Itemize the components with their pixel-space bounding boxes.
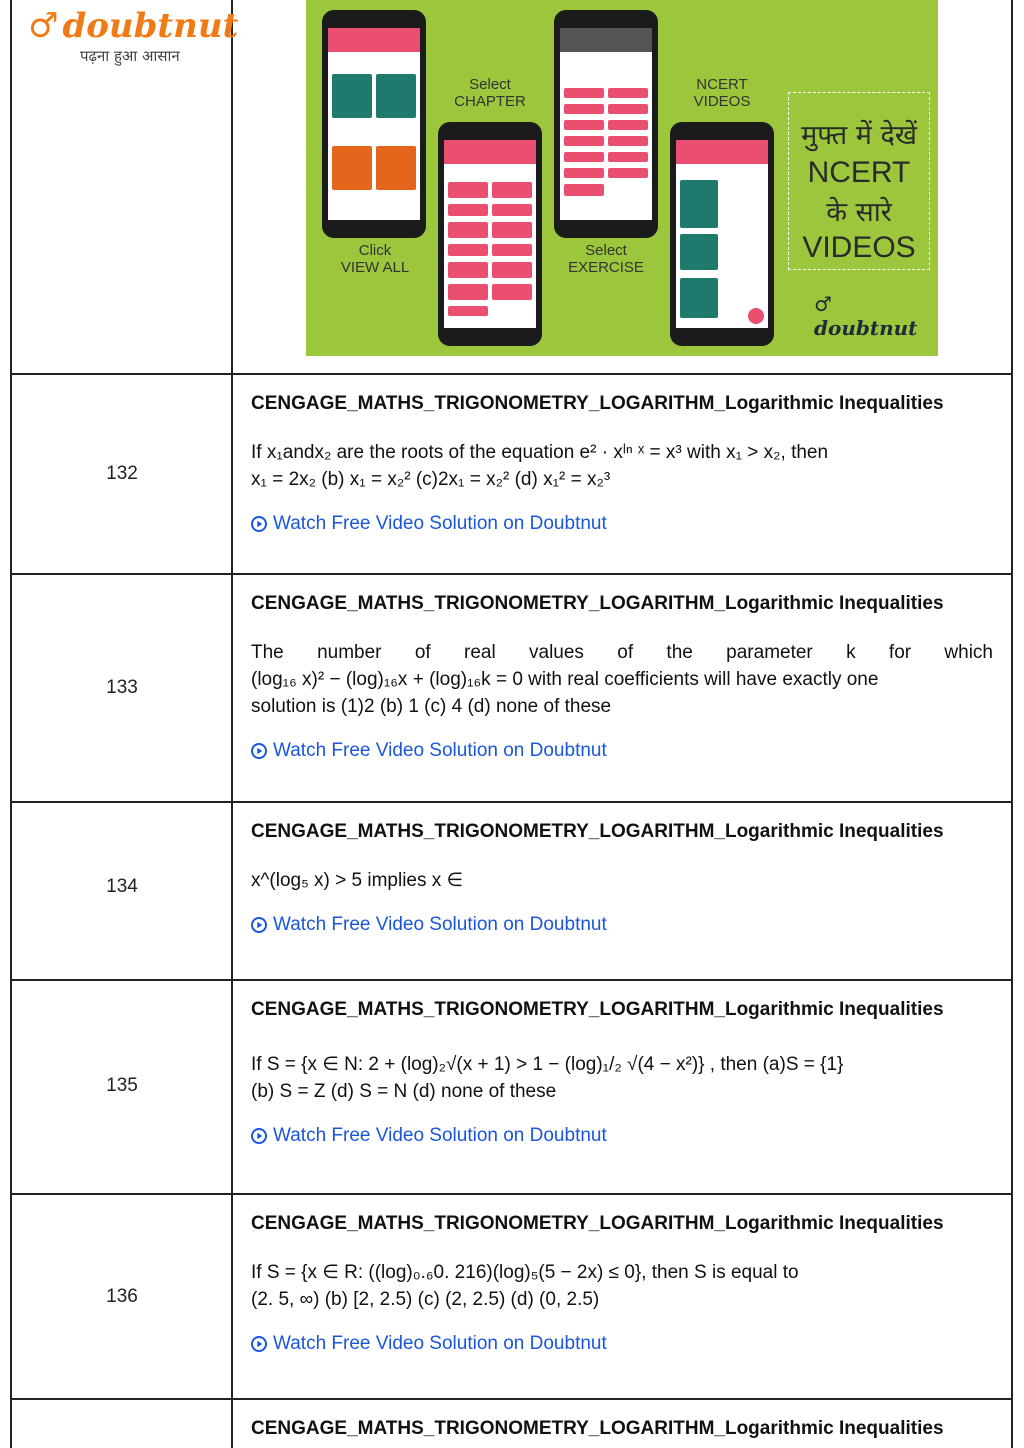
question-heading: CENGAGE_MATHS_TRIGONOMETRY_LOGARITHM_Logarithmic Inequalities	[251, 999, 944, 1020]
banner-logo: ♂ doubtnut	[814, 292, 918, 340]
row-divider	[10, 373, 1013, 375]
play-circle-icon	[251, 743, 267, 759]
table-column-divider	[231, 0, 233, 1448]
question-text: The number of real values of the parameter k for which (log₁₆ x)² − (log)₁₆x + (log)₁₆k = 0 with real coefficients will have exactly one solution is (1)2 (b) 1 (c) 4 (d) none of these	[251, 642, 993, 717]
doubtnut-logo[interactable]	[28, 6, 239, 66]
watch-video-link[interactable]: Watch Free Video Solution on Doubtnut	[251, 1333, 993, 1355]
promo-line-1: मुफ्त में देखें	[801, 120, 917, 151]
promo-line-4: VIDEOS	[802, 231, 916, 264]
question-number: 134	[106, 876, 138, 897]
question-cell	[251, 821, 993, 936]
question-cell	[251, 1213, 993, 1355]
doubtnut-mark-icon: ♂	[814, 292, 832, 316]
question-text: x^(log₅ x) > 5 implies x ∈	[251, 870, 464, 891]
question-cell	[251, 393, 993, 535]
row-divider	[10, 979, 1013, 981]
phone-exercise-screen	[554, 10, 658, 238]
question-heading: CENGAGE_MATHS_TRIGONOMETRY_LOGARITHM_Logarithmic Inequalities	[251, 593, 944, 614]
watch-video-link[interactable]: Watch Free Video Solution on Doubtnut	[251, 513, 993, 535]
table-border-right	[1011, 0, 1013, 1448]
question-text: If S = {x ∈ R: ((log)₀.₆0. 216)(log)₅(5 − 2x) ≤ 0}, then S is equal to (2. 5, ∞) (b) [2, 2.5) (c) (2, 2.5) (d) (0, 2.5)	[251, 1262, 799, 1310]
promo-line-2: NCERT	[807, 156, 911, 189]
caption-chapter: Select CHAPTER	[454, 76, 526, 110]
play-circle-icon	[251, 917, 267, 933]
row-divider	[10, 573, 1013, 575]
watch-video-link[interactable]: Watch Free Video Solution on Doubtnut	[251, 914, 993, 936]
question-cell	[251, 1418, 993, 1440]
question-heading: CENGAGE_MATHS_TRIGONOMETRY_LOGARITHM_Logarithmic Inequalities	[251, 393, 944, 414]
phone-chapter-screen	[438, 122, 542, 346]
question-cell	[251, 593, 993, 762]
logo-tagline: पढ़ना हुआ आसान	[80, 47, 180, 65]
caption-view-all: Click VIEW ALL	[340, 242, 410, 276]
play-circle-icon	[251, 1128, 267, 1144]
row-divider	[10, 1193, 1013, 1195]
play-circle-icon	[251, 1336, 267, 1352]
row-divider	[10, 801, 1013, 803]
watch-video-link[interactable]: Watch Free Video Solution on Doubtnut	[251, 740, 993, 762]
doubtnut-mark-icon: ♂	[28, 6, 59, 46]
caption-exercise: Select EXERCISE	[568, 242, 644, 276]
caption-videos: NCERT VIDEOS	[693, 76, 751, 110]
question-text: If x₁andx₂ are the roots of the equation e² · xˡⁿ ˣ = x³ with x₁ > x₂, then x₁ = 2x₂ (b) x₁ = x₂² (c)2x₁ = x₂² (d) x₁² = x₂³	[251, 442, 829, 490]
logo-word: doubtnut	[62, 6, 239, 46]
question-number: 132	[106, 463, 138, 484]
row-divider	[10, 1398, 1013, 1400]
watch-video-link[interactable]: Watch Free Video Solution on Doubtnut	[251, 1125, 993, 1147]
promo-line-3: के सारे	[826, 197, 892, 228]
question-cell	[251, 999, 993, 1147]
promo-box	[788, 92, 930, 270]
question-text: If S = {x ∈ N: 2 + (log)₂√(x + 1) > 1 − (log)₁/₂ √(4 − x²)} , then (a)S = {1} (b) S = Z (d) S = N (d) none of these	[251, 1054, 844, 1102]
phone-videos-screen	[670, 122, 774, 346]
question-heading: CENGAGE_MATHS_TRIGONOMETRY_LOGARITHM_Logarithmic Inequalities	[251, 1213, 944, 1234]
question-heading: CENGAGE_MATHS_TRIGONOMETRY_LOGARITHM_Logarithmic Inequalities	[251, 821, 944, 842]
question-number: 135	[106, 1075, 138, 1096]
promo-banner[interactable]	[306, 0, 938, 356]
play-circle-icon	[251, 516, 267, 532]
question-heading: CENGAGE_MATHS_TRIGONOMETRY_LOGARITHM_Logarithmic Inequalities	[251, 1418, 944, 1439]
question-number: 136	[106, 1286, 138, 1307]
table-border-left	[10, 0, 12, 1448]
phone-library-screen	[322, 10, 426, 238]
question-number: 133	[106, 677, 138, 698]
